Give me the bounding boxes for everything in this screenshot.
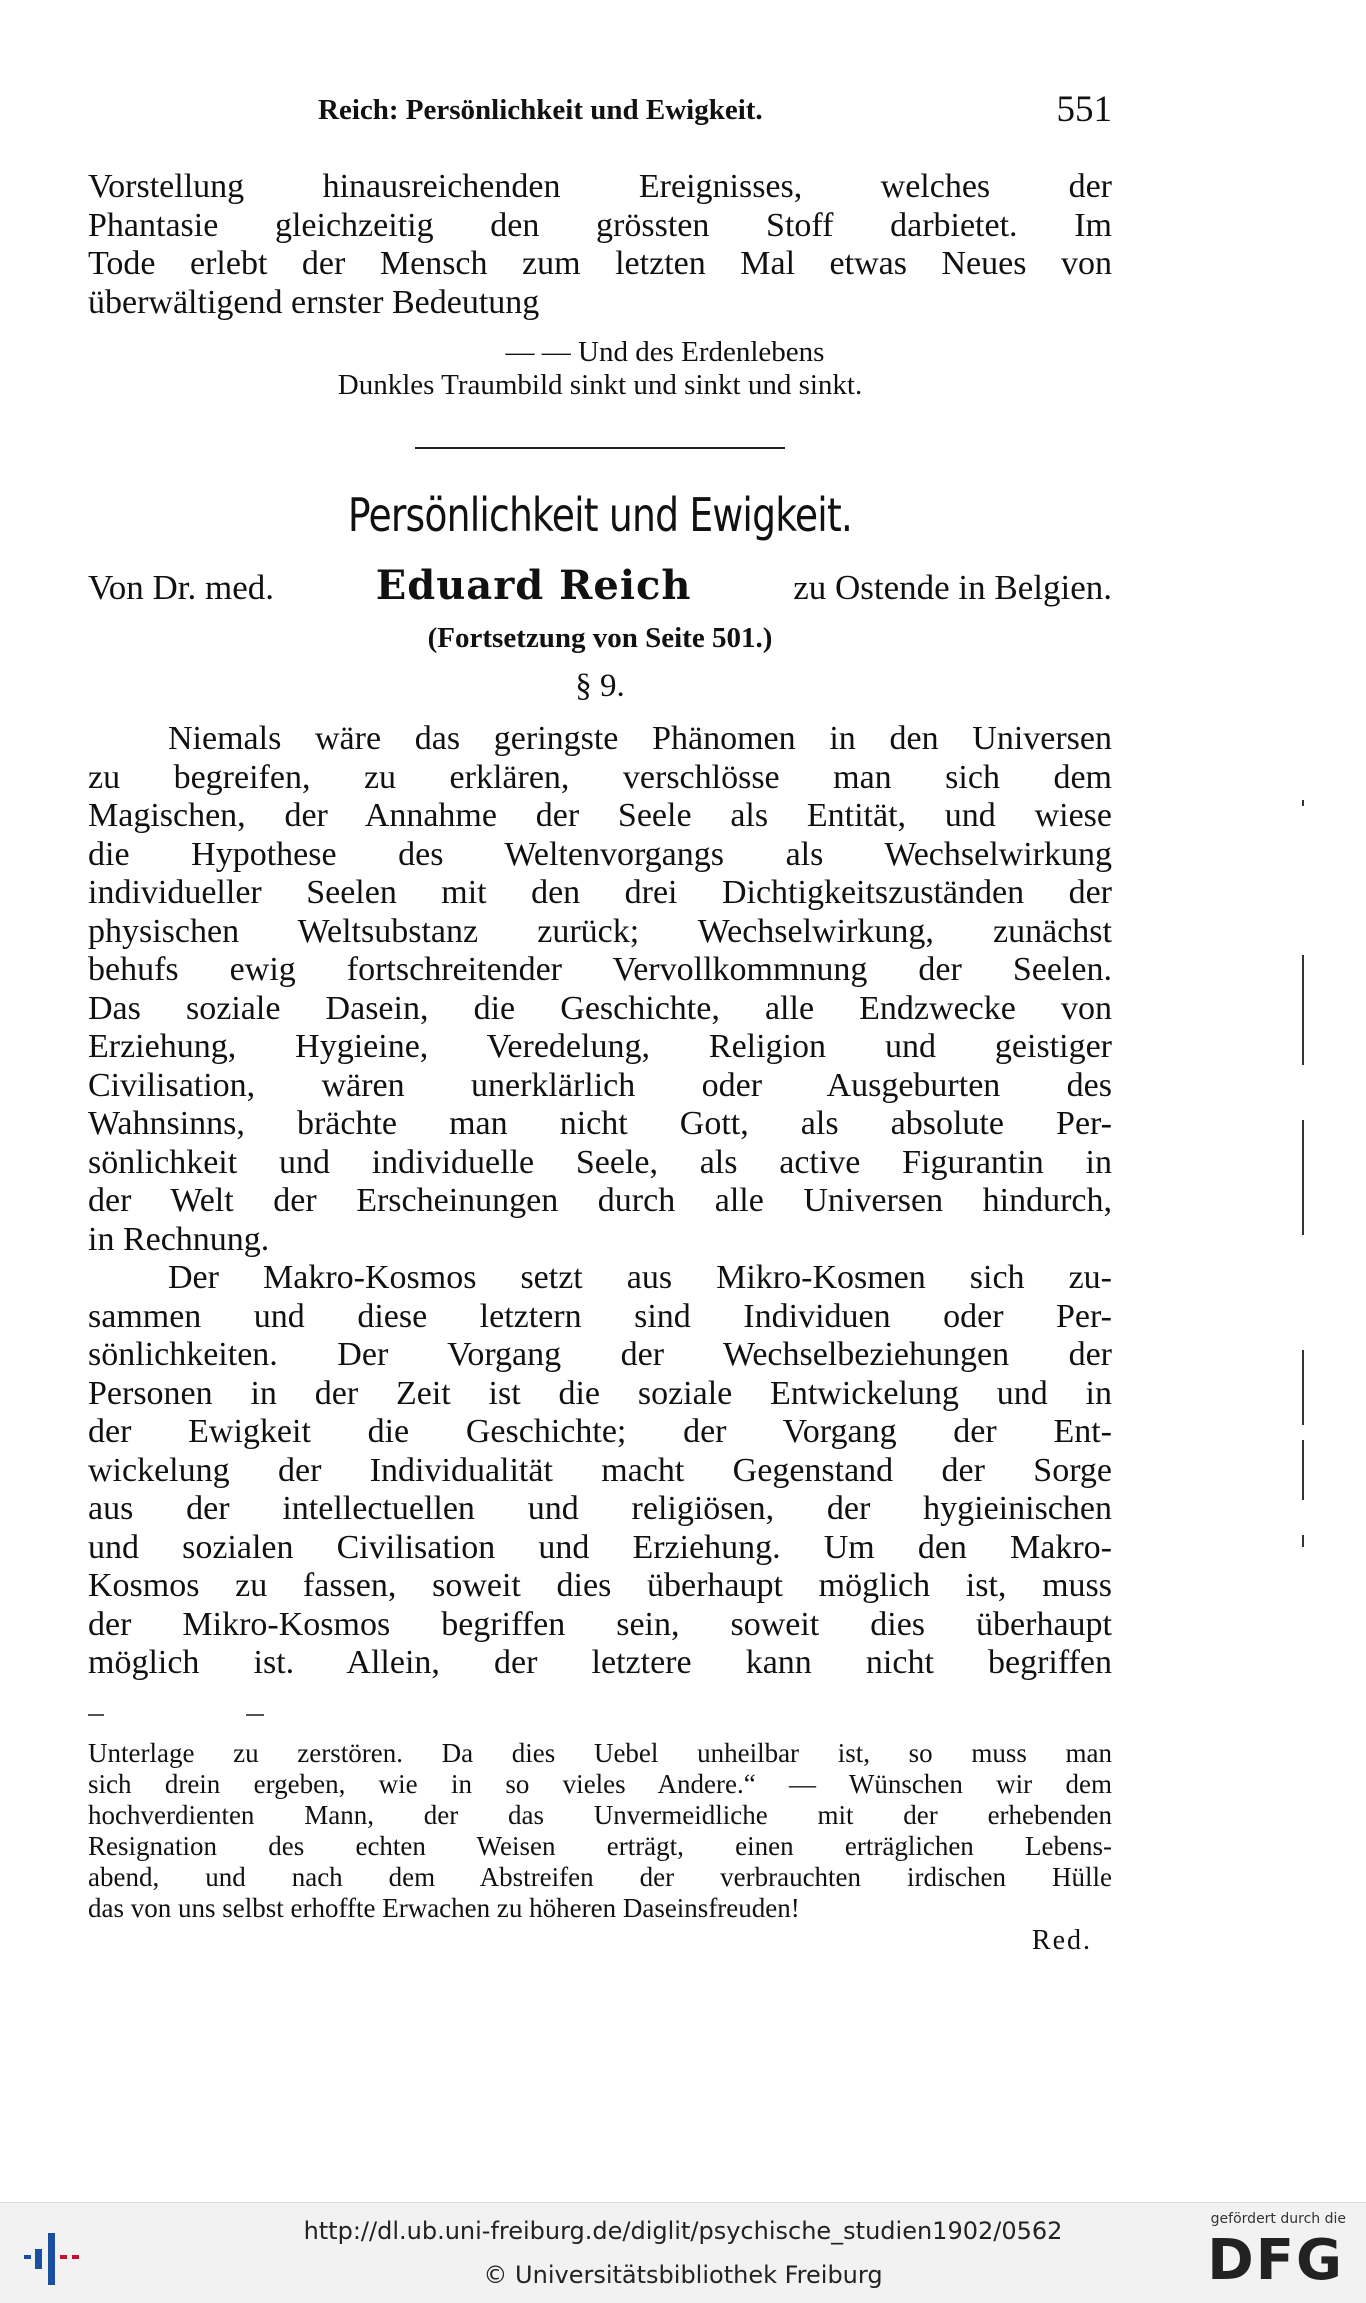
text-line: überwältigend ernster Bedeutung <box>88 283 540 321</box>
text-line: behufs ewig fortschreitender Vervollkommnung der Seelen. <box>88 951 1112 988</box>
text-line: Wahnsinns, brächte man nicht Gott, als absolute Per- <box>88 1105 1112 1142</box>
poem-line: Dunkles Traumbild sinkt und sinkt und sinkt. <box>337 369 863 401</box>
author-prefix: Von Dr. med. <box>88 568 275 607</box>
paragraph-2 <box>88 1259 1112 1683</box>
author-line <box>88 562 1112 609</box>
poem-quote <box>88 336 1112 402</box>
scan-margin-mark <box>1302 800 1304 806</box>
scan-margin-mark <box>1302 955 1304 1065</box>
paragraph-1 <box>88 720 1112 1259</box>
continuation-note: (Fortsetzung von Seite 501.) <box>427 622 773 654</box>
text-line: Phantasie gleichzeitig den grössten Stoff darbietet. Im <box>88 206 1112 244</box>
text-line: und sozialen Civilisation und Erziehung. Um den Makro- <box>88 1528 1112 1566</box>
text-line: Der Makro-Kosmos setzt aus Mikro-Kosmen sich zu- <box>168 1259 1112 1296</box>
text-line: in Rechnung. <box>88 1220 270 1258</box>
footnote-line: hochverdienten Mann, der das Unvermeidliche mit der erhebenden <box>88 1800 1112 1830</box>
dfg-logo: DFG <box>1207 2228 1344 2293</box>
footnote-separator <box>88 1714 104 1716</box>
text-line: wickelung der Individualität macht Gegenstand der Sorge <box>88 1451 1112 1489</box>
running-header <box>88 88 1112 138</box>
section-number: § 9. <box>575 668 625 704</box>
text-line: der Ewigkeit die Geschichte; der Vorgang der Ent- <box>88 1413 1112 1450</box>
footnote <box>88 1738 1112 1958</box>
footnote-line: Unterlage zu zerstören. Da dies Uebel unheilbar ist, so muss man <box>88 1738 1112 1768</box>
text-line: Civilisation, wären unerklärlich oder Ausgeburten des <box>88 1066 1112 1104</box>
text-line: sönlichkeiten. Der Vorgang der Wechselbeziehungen der <box>88 1336 1112 1373</box>
text-line: Magischen, der Annahme der Seele als Entität, und wiese <box>88 797 1112 834</box>
section-divider <box>415 447 785 449</box>
scan-margin-mark <box>1302 1440 1304 1500</box>
text-line: sönlichkeit und individuelle Seele, als active Figurantin in <box>88 1143 1112 1181</box>
footnote-line: Resignation des echten Weisen erträgt, einen erträglichen Lebens- <box>88 1831 1112 1861</box>
viewer-footer <box>0 2202 1366 2303</box>
text-line: Personen in der Zeit ist die soziale Entwickelung und in <box>88 1374 1112 1412</box>
text-line: möglich ist. Allein, der letztere kann nicht begriffen <box>88 1644 1112 1681</box>
text-line: sammen und diese letztern sind Individuen oder Per- <box>88 1297 1112 1335</box>
scan-margin-mark <box>1302 1350 1304 1425</box>
scan-margin-mark <box>1302 1120 1304 1235</box>
running-title: Reich: Persönlichkeit und Ewigkeit. <box>318 94 763 126</box>
footnote-line: das von uns selbst erhoffte Erwachen zu höheren Daseinsfreuden! <box>88 1893 800 1923</box>
text-line: der Mikro-Kosmos begriffen sein, soweit dies überhaupt <box>88 1605 1112 1643</box>
footnote-line: abend, und nach dem Abstreifen der verbrauchten irdischen Hülle <box>88 1862 1112 1892</box>
footnote-signature: Red. <box>1031 1925 1092 1956</box>
scan-margin-mark <box>1302 1535 1304 1547</box>
text-line: zu begreifen, zu erklären, verschlösse man sich dem <box>88 758 1112 796</box>
page-number: 551 <box>1056 89 1112 130</box>
author-name: Eduard Reich <box>375 562 692 609</box>
article-title: Persönlichkeit und Ewigkeit. <box>347 488 853 542</box>
poem-line: — — Und des Erdenlebens <box>505 336 825 368</box>
footnote-line: sich drein ergeben, wie in so vieles Andere.“ — Wünschen wir dem <box>88 1769 1112 1799</box>
text-line: Erziehung, Hygieine, Veredelung, Religion und geistiger <box>88 1028 1112 1065</box>
intro-text <box>88 168 1112 322</box>
text-line: Kosmos zu fassen, soweit dies überhaupt möglich ist, muss <box>88 1567 1112 1604</box>
text-line: Niemals wäre das geringste Phänomen in den Universen <box>168 720 1112 757</box>
text-line: aus der intellectuellen und religiösen, der hygieinischen <box>88 1490 1112 1527</box>
text-line: Vorstellung hinausreichenden Ereignisses, welches der <box>88 168 1112 205</box>
text-line: der Welt der Erscheinungen durch alle Universen hindurch, <box>88 1182 1112 1219</box>
text-line: physischen Weltsubstanz zurück; Wechselwirkung, zunächst <box>88 912 1112 950</box>
text-line: Das soziale Dasein, die Geschichte, alle Endzwecke von <box>88 989 1112 1027</box>
text-line: individueller Seelen mit den drei Dichtigkeitszuständen der <box>88 874 1112 911</box>
author-suffix: zu Ostende in Belgien. <box>793 568 1112 607</box>
funding-note: gefördert durch die <box>1210 2211 1346 2227</box>
copyright-notice: © Universitätsbibliothek Freiburg <box>483 2261 883 2289</box>
footnote-separator <box>246 1714 264 1716</box>
document-url[interactable]: http://dl.ub.uni-freiburg.de/diglit/psychische_studien1902/0562 <box>303 2217 1063 2245</box>
text-line: Tode erlebt der Mensch zum letzten Mal etwas Neues von <box>88 245 1112 282</box>
text-line: die Hypothese des Weltenvorgangs als Wechselwirkung <box>88 835 1112 873</box>
